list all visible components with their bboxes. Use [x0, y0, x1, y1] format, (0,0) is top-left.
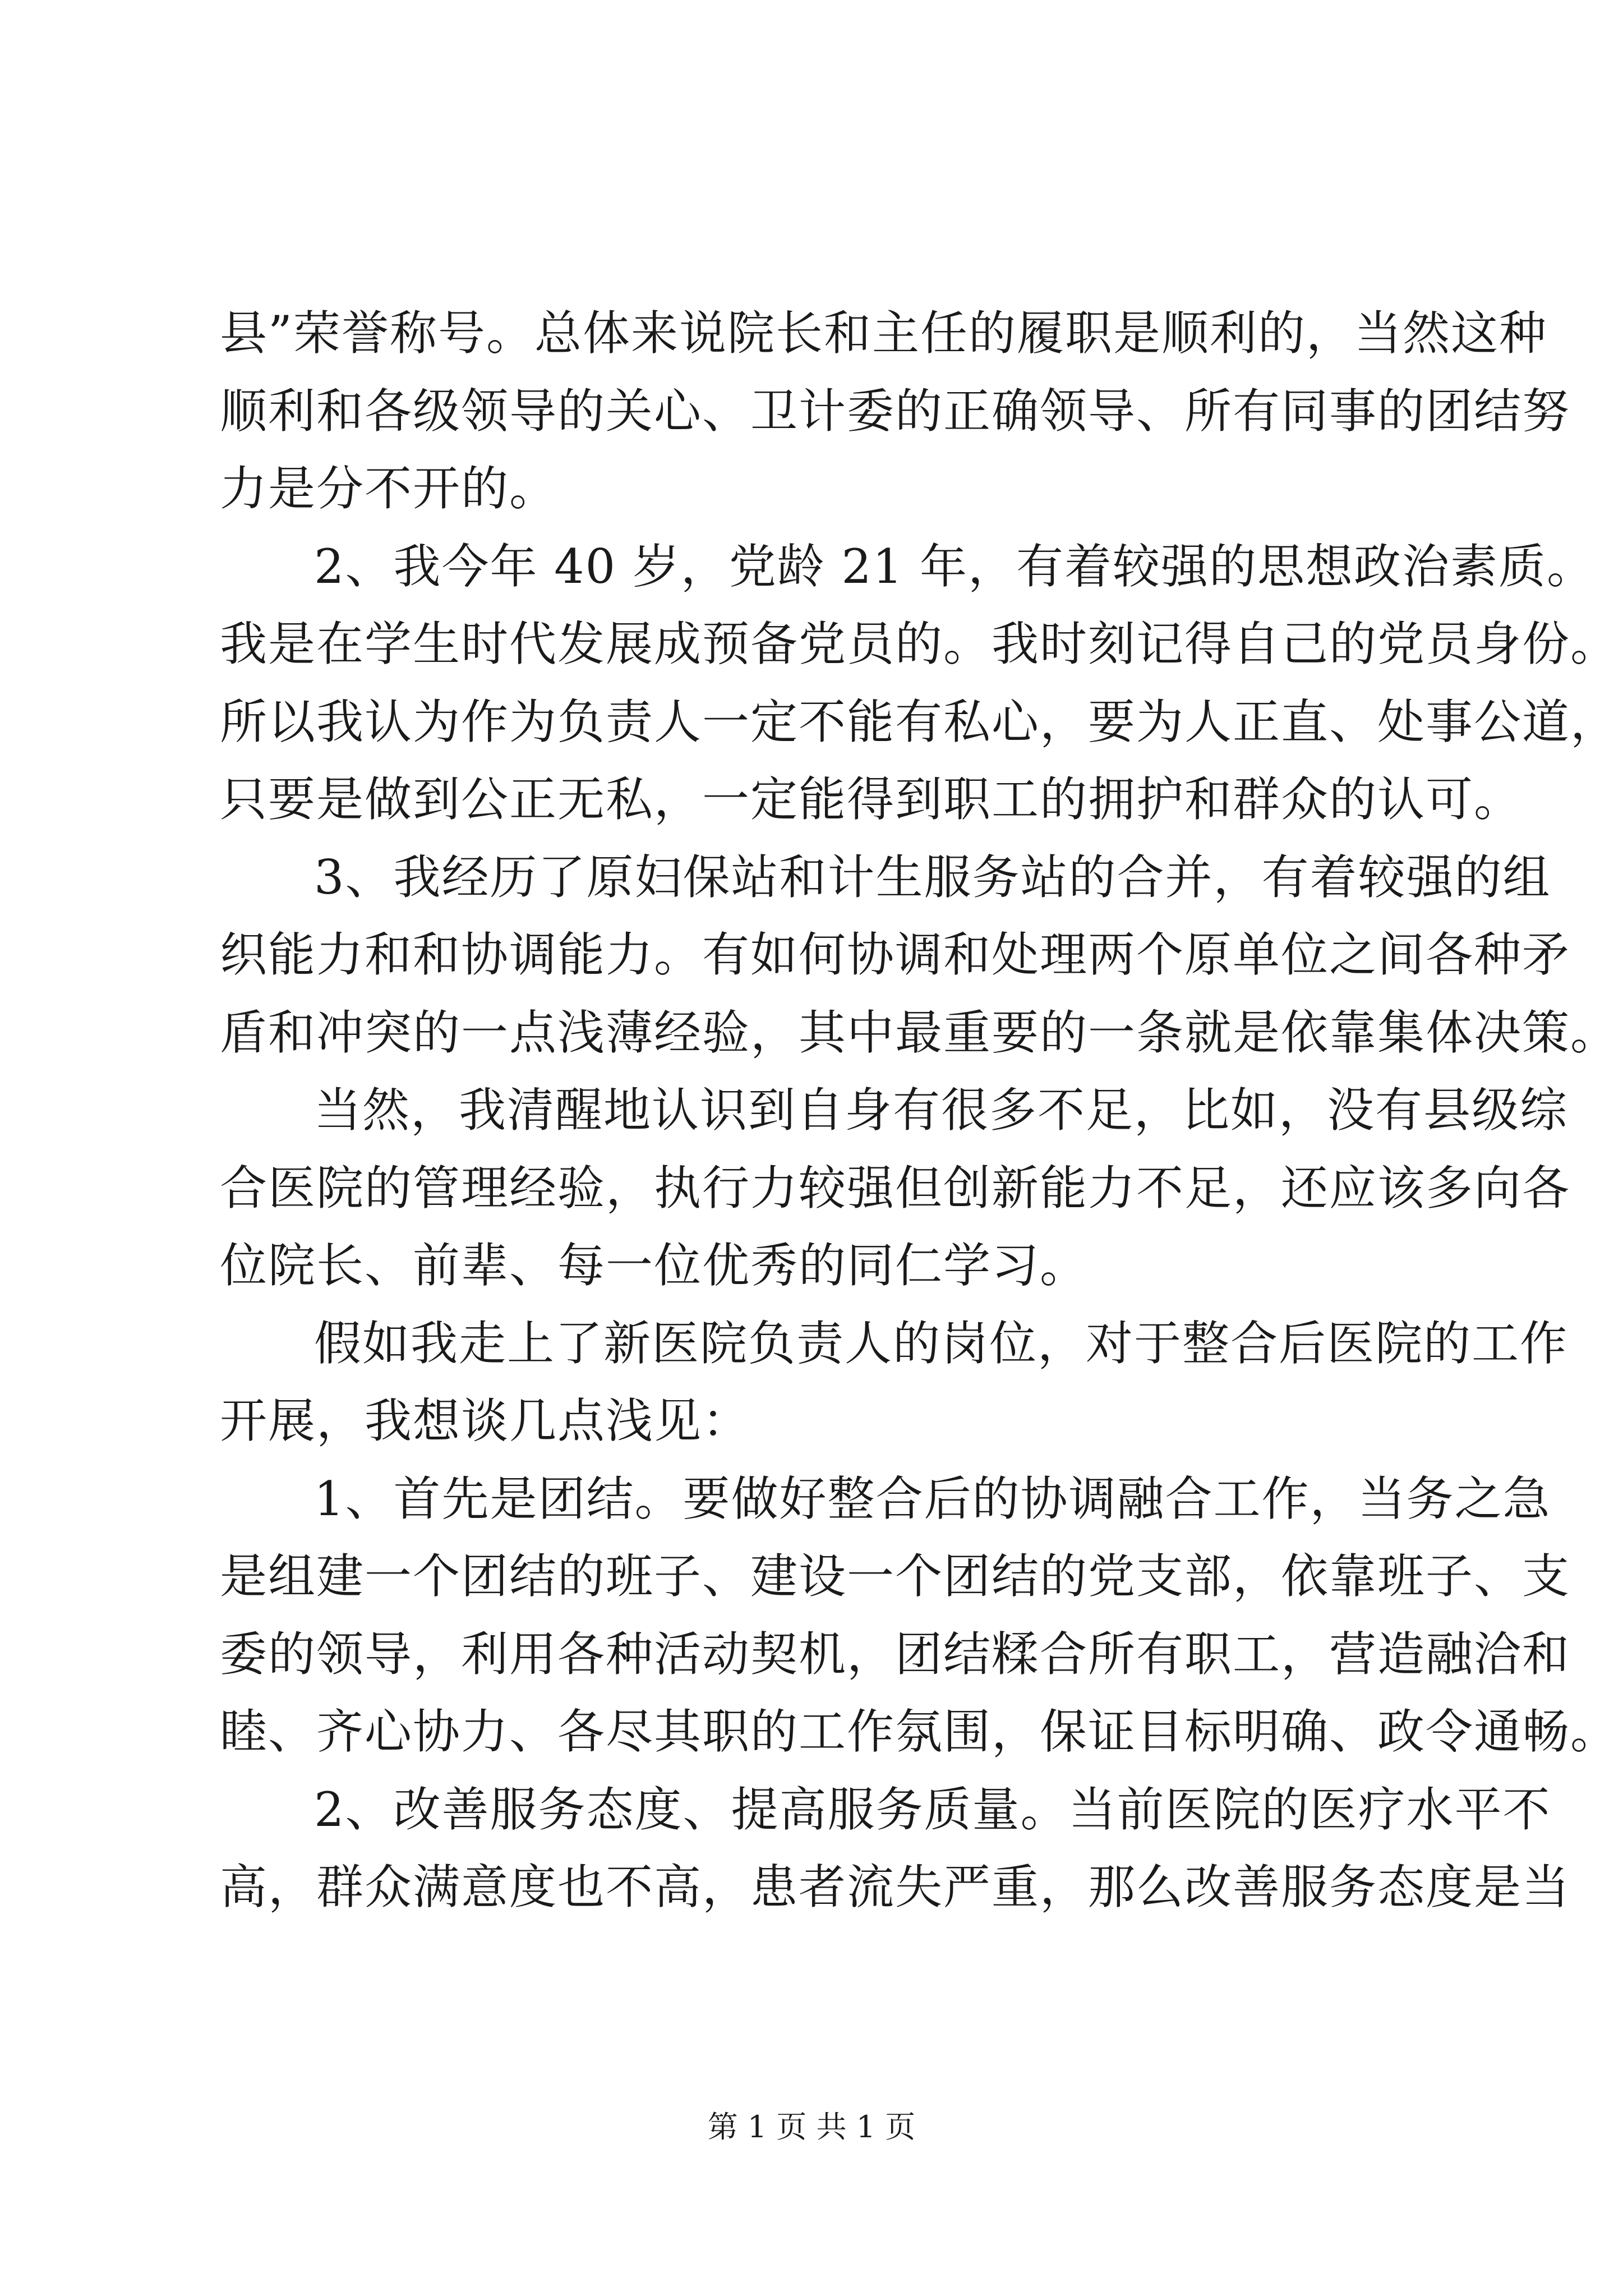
page-footer: 第 1 页 共 1 页	[707, 2109, 916, 2145]
paragraph-first-line: 假如我走上了新医院负责人的岗位，对于整合后医院的工作	[314, 1315, 1569, 1371]
text-line: 织能力和和协调能力。有如何协调和处理两个原单位之间各种矛	[220, 927, 1571, 982]
text-line: 顺利和各级领导的关心、卫计委的正确领导、所有同事的团结努	[220, 383, 1571, 439]
text-line: 合医院的管理经验，执行力较强但创新能力不足，还应该多向各	[220, 1160, 1571, 1216]
paragraph-first-line: 3、我经历了原妇保站和计生服务站的合并，有着较强的组	[314, 849, 1551, 905]
paragraph-first-line: 2、改善服务态度、提高服务质量。当前医院的医疗水平不	[314, 1782, 1551, 1837]
text-line: 我是在学生时代发展成预备党员的。我时刻记得自己的党员身份。	[220, 616, 1619, 671]
text-line: 位院长、前辈、每一位优秀的同仁学习。	[220, 1238, 1089, 1293]
text-line: 只要是做到公正无私，一定能得到职工的拥护和群众的认可。	[220, 772, 1523, 827]
text-line: 是组建一个团结的班子、建设一个团结的党支部，依靠班子、支	[220, 1549, 1571, 1604]
paragraph-first-line: 1、首先是团结。要做好整合后的协调融合工作，当务之急	[314, 1471, 1551, 1526]
text-line: 委的领导，利用各种活动契机，团结糅合所有职工，营造融洽和	[220, 1626, 1571, 1682]
text-line: 盾和冲突的一点浅薄经验，其中最重要的一条就是依靠集体决策。	[220, 1005, 1619, 1060]
text-line: 力是分不开的。	[220, 461, 558, 516]
paragraph-first-line: 当然，我清醒地认识到自身有很多不足，比如，没有县级综	[314, 1083, 1569, 1138]
text-line: 开展，我想谈几点浅见：	[220, 1393, 751, 1448]
text-line: 高，群众满意度也不高，患者流失严重，那么改善服务态度是当	[220, 1860, 1571, 1915]
text-line: 睦、齐心协力、各尽其职的工作氛围，保证目标明确、政令通畅。	[220, 1704, 1619, 1759]
paragraph-first-line: 2、我今年 40 岁，党龄 21 年，有着较强的思想政治素质。	[314, 539, 1596, 594]
text-line: 所以我认为作为负责人一定不能有私心，要为人正直、处事公道，	[220, 694, 1619, 749]
body-text	[220, 295, 1619, 1926]
text-line: 县”荣誉称号。总体来说院长和主任的履职是顺利的，当然这种	[220, 306, 1547, 361]
